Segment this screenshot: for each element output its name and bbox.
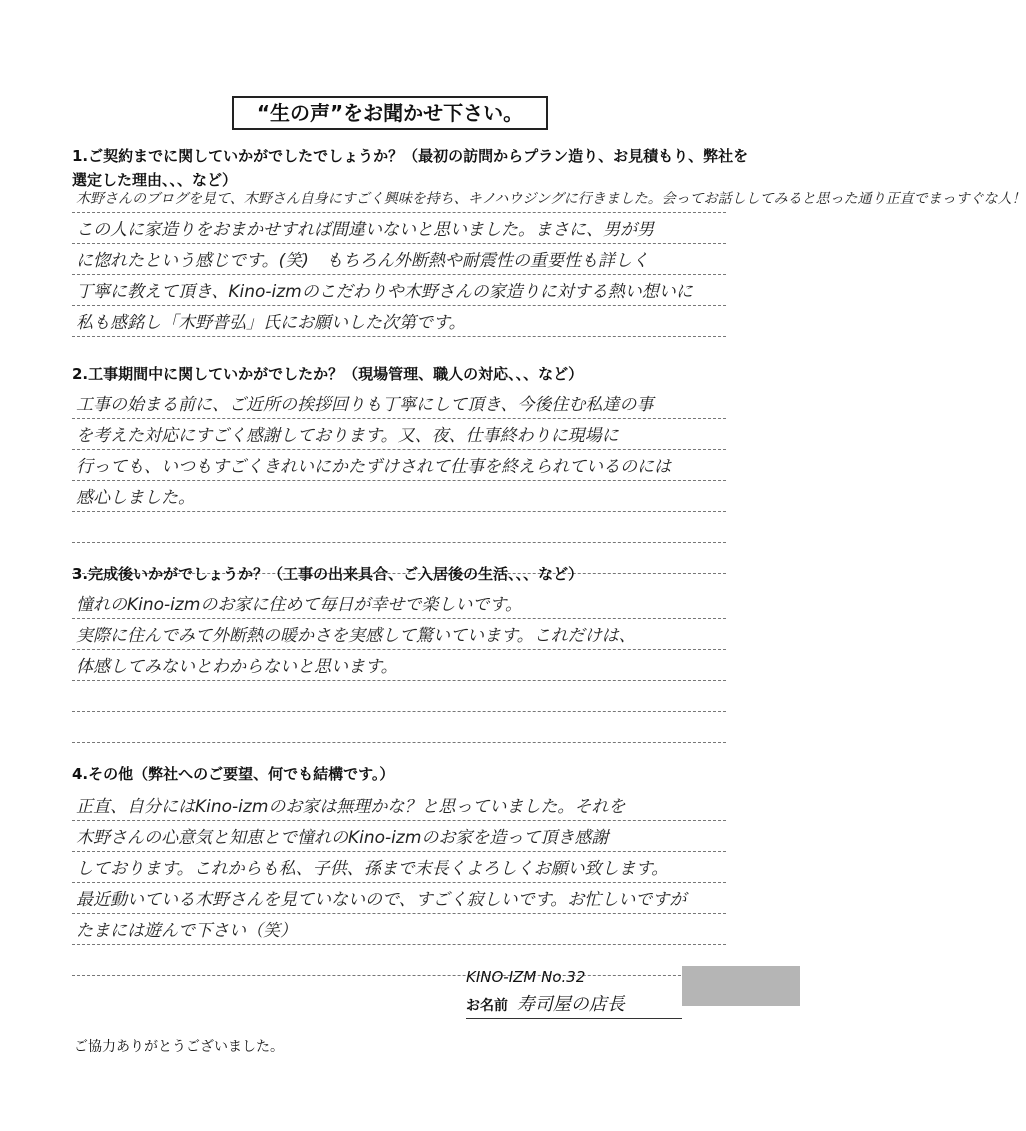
answer-line: 木野さんの心意気と知恵とで憧れのKino-izmのお家を造って頂き感謝 bbox=[72, 821, 726, 852]
answer-line bbox=[72, 512, 726, 543]
answer-line: 最近動いている木野さんを見ていないので、すごく寂しいです。お忙しいですが bbox=[72, 883, 726, 914]
customer-name: 寿司屋の店長 bbox=[516, 994, 625, 1015]
answer-line: 丁寧に教えて頂き、Kino-izmのこだわりや木野さんの家造りに対する熱い想いに bbox=[72, 275, 726, 306]
answer-line: しております。これからも私、子供、孫まで末長くよろしくお願い致します。 bbox=[72, 852, 726, 883]
answer-line: 感心しました。 bbox=[72, 481, 726, 512]
signature-line bbox=[466, 990, 682, 1019]
answer-line: 行っても、いつもすごくきれいにかたずけされて仕事を終えられているのには bbox=[72, 450, 726, 481]
answer-line: この人に家造りをおまかせすれば間違いないと思いました。まさに、男が男 bbox=[72, 213, 726, 244]
question-2: 2.工事期間中に関していかがでしたか？（現場管理、職人の対応、、、など） bbox=[72, 365, 584, 383]
answer-line: たまには遊んで下さい（笑） bbox=[72, 914, 726, 945]
answer-line bbox=[72, 681, 726, 712]
customer-number: KINO-IZM No.32 bbox=[466, 968, 586, 986]
answer-line bbox=[72, 712, 726, 743]
question-1: 1.ご契約までに関していかがでしたでしょうか？（最初の訪問からプラン造り、お見積もり、弊社を選定した理由、、、など） bbox=[72, 147, 749, 189]
answer-line bbox=[72, 945, 726, 976]
form-title: “生の声”をお聞かせ下さい。 bbox=[232, 96, 548, 130]
answer-line: 正直、自分にはKino-izmのお家は無理かな？と思っていました。それを bbox=[72, 790, 726, 821]
answer-3 bbox=[72, 588, 726, 743]
question-4: 4.その他（弊社へのご要望、何でも結構です。） bbox=[72, 765, 395, 783]
answer-2 bbox=[72, 388, 726, 574]
answer-line: 私も感銘し「木野普弘」氏にお願いした次第です。 bbox=[72, 306, 726, 337]
redacted-box bbox=[682, 966, 800, 1006]
answer-line: 憧れのKino-izmのお家に住めて毎日が幸せで楽しいです。 bbox=[72, 588, 726, 619]
answer-line: 体感してみないとわからないと思います。 bbox=[72, 650, 726, 681]
answer-line: 実際に住んでみて外断熱の暖かさを実感して驚いています。これだけは、 bbox=[72, 619, 726, 650]
thanks-text: ご協力ありがとうございました。 bbox=[74, 1039, 284, 1055]
name-label: お名前 bbox=[466, 998, 508, 1014]
answer-4 bbox=[72, 790, 726, 976]
answer-line: 木野さんのブログを見て、木野さん自身にすごく興味を持ち、キノハウジングに行きました。会ってお話ししてみると思った通り正直でまっすぐな人！ bbox=[72, 182, 726, 213]
question-3: 3.完成後いかがでしょうか？（工事の出来具合、ご入居後の生活、、、など） bbox=[72, 565, 584, 583]
answer-1 bbox=[72, 182, 1026, 337]
answer-line: を考えた対応にすごく感謝しております。又、夜、仕事終わりに現場に bbox=[72, 419, 726, 450]
answer-line: 工事の始まる前に、ご近所の挨拶回りも丁寧にして頂き、今後住む私達の事 bbox=[72, 388, 726, 419]
answer-line: に惚れたという感じです。(笑) もちろん外断熱や耐震性の重要性も詳しく bbox=[72, 244, 726, 275]
